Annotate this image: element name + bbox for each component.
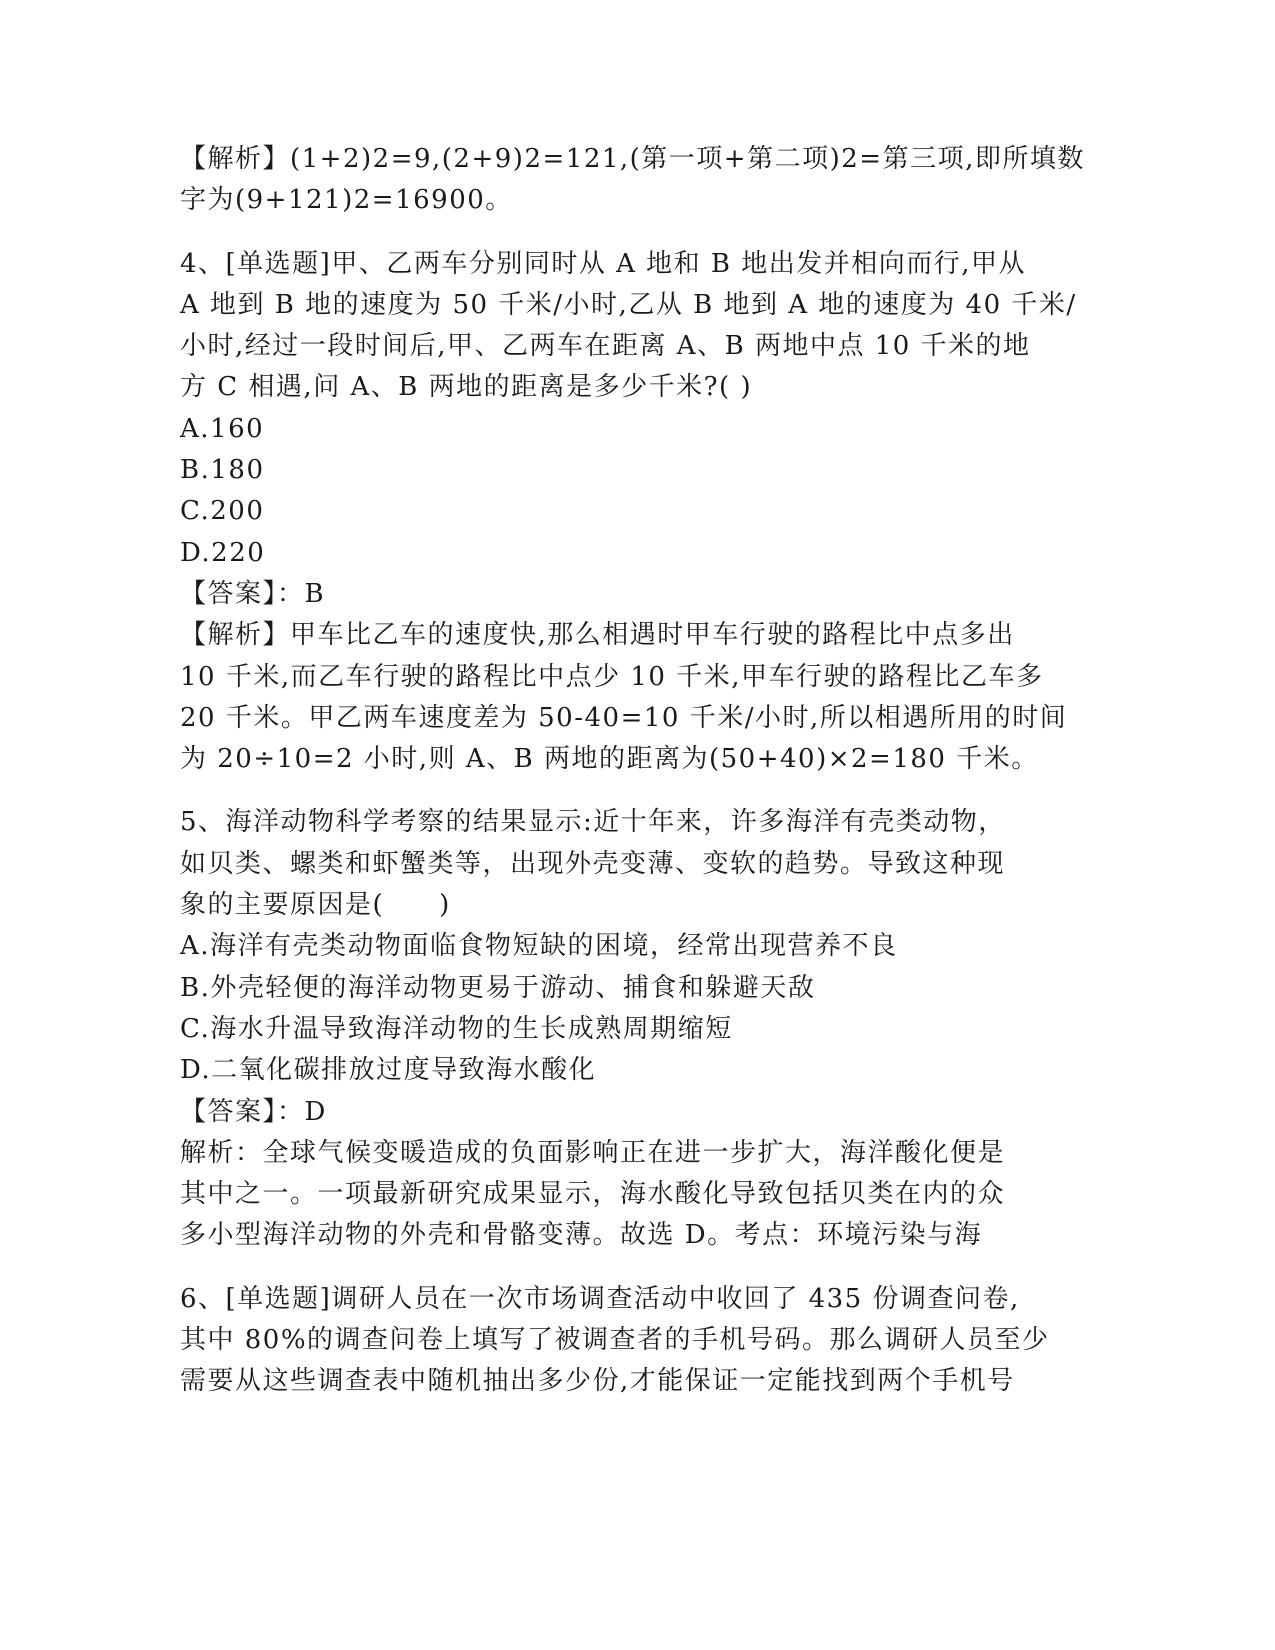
question-stem-line: 其中 80%的调查问卷上填写了被调查者的手机号码。那么调研人员至少 — [180, 1325, 1050, 1356]
option-d: D.220 — [180, 537, 266, 568]
section-q3-analysis — [180, 139, 1085, 222]
section-q5 — [180, 802, 1060, 1256]
question-stem-line: 如贝类、螺类和虾蟹类等，出现外壳变薄、变软的趋势。导致这种现 — [180, 848, 1006, 879]
option-c: C.海水升温导致海洋动物的生长成熟周期缩短 — [180, 1013, 733, 1044]
option-a: A.160 — [180, 413, 265, 444]
text-line: 字为(9+121)2=16900。 — [180, 185, 513, 216]
section-q6 — [180, 1279, 1060, 1403]
section-q4 — [180, 244, 1077, 781]
question-stem-line: 小时,经过一段时间后,甲、乙两车在距离 A、B 两地中点 10 千米的地 — [180, 331, 1031, 362]
analysis-line: 为 20÷10=2 小时,则 A、B 两地的距离为(50+40)×2=180 千米。 — [180, 744, 1039, 775]
option-b: B.180 — [180, 455, 265, 486]
option-d: D.二氧化碳排放过度导致海水酸化 — [180, 1055, 597, 1086]
option-b: B.外壳轻便的海洋动物更易于游动、捕食和躲避天敌 — [180, 972, 816, 1003]
analysis-line: 20 千米。甲乙两车速度差为 50-40=10 千米/小时,所以相遇所用的时间 — [180, 702, 1068, 733]
analysis-line: 解析：全球气候变暖造成的负面影响正在进一步扩大，海洋酸化便是 — [180, 1137, 1006, 1168]
question-stem-line: 6、[单选题]调研人员在一次市场调查活动中收回了 435 份调查问卷, — [180, 1283, 1020, 1314]
option-a: A.海洋有壳类动物面临食物短缺的困境，经常出现营养不良 — [180, 931, 898, 962]
question-stem-line: 方 C 相遇,问 A、B 两地的距离是多少千米?( ) — [180, 372, 753, 403]
option-c: C.200 — [180, 496, 265, 527]
document-page — [180, 139, 1085, 1403]
question-stem-line: 需要从这些调查表中随机抽出多少份,才能保证一定能找到两个手机号 — [180, 1366, 1015, 1397]
answer-line: 【答案】：D — [180, 1096, 327, 1127]
question-stem-line: 象的主要原因是( ) — [180, 890, 451, 921]
text-line: 【解析】(1+2)2=9,(2+9)2=121,(第一项+第二项)2=第三项,即所填数 — [180, 144, 1085, 174]
analysis-line: 10 千米,而乙车行驶的路程比中点少 10 千米,甲车行驶的路程比乙车多 — [180, 661, 1044, 692]
answer-line: 【答案】：B — [180, 578, 326, 609]
question-stem-line: 4、[单选题]甲、乙两车分别同时从 A 地和 B 地出发并相向而行,甲从 — [180, 248, 1027, 279]
analysis-line: 【解析】甲车比乙车的速度快,那么相遇时甲车行驶的路程比中点多出 — [180, 620, 1015, 651]
analysis-line: 多小型海洋动物的外壳和骨骼变薄。故选 D。考点：环境污染与海 — [180, 1220, 983, 1251]
question-stem-line: 5、海洋动物科学考察的结果显示:近十年来，许多海洋有壳类动物， — [180, 807, 1006, 838]
analysis-line: 其中之一。一项最新研究成果显示，海水酸化导致包括贝类在内的众 — [180, 1179, 1006, 1210]
question-stem-line: A 地到 B 地的速度为 50 千米/小时,乙从 B 地到 A 地的速度为 40 千米/ — [180, 289, 1077, 320]
